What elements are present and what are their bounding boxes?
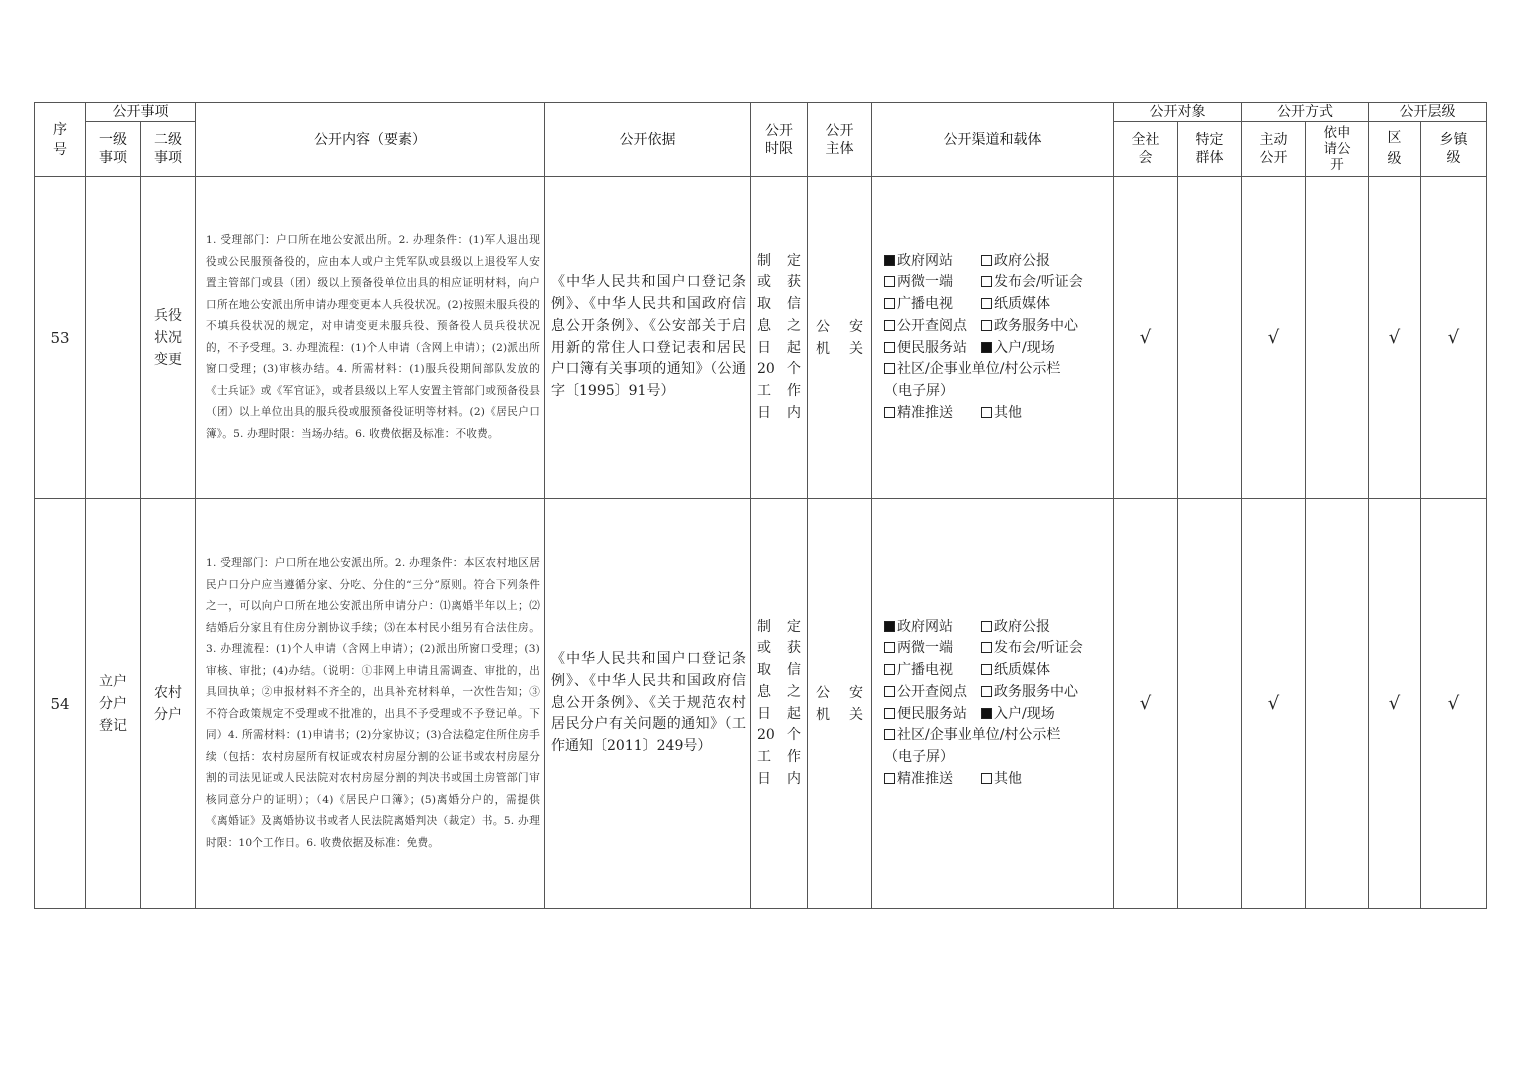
channel-label: 精准推送 [897,770,953,787]
channel-label: 公开查阅点 [897,317,967,334]
row-level1 [86,177,141,499]
channel-line [884,638,1113,660]
channel-item [884,381,954,403]
unchecked-box-icon [884,773,895,784]
unchecked-box-icon [981,407,992,418]
row-period [751,177,808,499]
unchecked-box-icon [981,320,992,331]
row-level2: 农村分户 [141,499,196,909]
channel-label: 广播电视 [897,662,953,679]
channel-item [884,251,981,273]
row-subject [808,177,872,499]
period-line: 日内 [757,770,801,787]
channel-line [884,251,1113,273]
period-line: 取信 [757,662,801,679]
channel-item [884,316,981,338]
channel-item [981,660,1050,682]
channel-line [884,769,1113,791]
header-method-active: 主动公开 [1242,122,1306,177]
channel-line [884,294,1113,316]
subject-line: 公安 [816,318,863,335]
channel-item [884,338,981,360]
unchecked-box-icon [981,664,992,675]
row-method-active: √ [1242,177,1306,499]
row-level-district: √ [1369,499,1421,909]
channel-label: 精准推送 [897,404,953,421]
row-basis: 《中华人民共和国户口登记条例》、《中华人民共和国政府信息公开条例》、《公安部关于启用新的常住人口登记表和居民户口簿有关事项的通知》（公通字〔1995〕91号） [545,177,751,499]
row-seq: 54 [35,499,86,909]
unchecked-box-icon [981,686,992,697]
channel-label: 发布会/听证会 [994,640,1083,657]
channel-label: 纸质媒体 [994,296,1050,313]
subject-line: 公安 [816,684,863,701]
checked-box-icon [884,621,895,632]
channel-item [981,251,1050,273]
header-level-town: 乡镇级 [1421,122,1487,177]
channel-label: 其他 [994,404,1022,421]
unchecked-box-icon [884,664,895,675]
channel-label: （电子屏） [884,382,954,399]
period-line: 息之 [757,683,801,700]
unchecked-box-icon [981,621,992,632]
row-audience-specific [1178,177,1242,499]
channel-item [884,294,981,316]
row-audience-all: √ [1114,177,1178,499]
row-channels [872,499,1114,909]
channel-label: 发布会/听证会 [994,274,1083,291]
row-seq: 53 [35,177,86,499]
channel-label: 两微一端 [897,274,953,291]
header-level: 公开层级 [1369,103,1487,122]
channel-item [981,403,1022,425]
row-level1: 立户分户登记 [86,499,141,909]
channel-line [884,338,1113,360]
header-audience: 公开对象 [1114,103,1242,122]
unchecked-box-icon [884,363,895,374]
unchecked-box-icon [884,298,895,309]
period-line: 20个 [757,727,801,744]
channel-item [981,704,1055,726]
channel-label: 其他 [994,770,1022,787]
header-basis: 公开依据 [545,103,751,177]
unchecked-box-icon [884,642,895,653]
channel-item [884,725,1060,747]
channel-item [981,617,1050,639]
channel-label: 便民服务站 [897,339,967,356]
channel-item [884,704,981,726]
period-line: 日起 [757,339,801,356]
subject-line: 机关 [816,340,863,357]
channel-line [884,403,1113,425]
header-level1: 一级事项 [86,122,141,177]
channel-label: 政府公报 [994,618,1050,635]
channel-label: 入户/现场 [994,339,1055,356]
unchecked-box-icon [981,298,992,309]
channel-label: 社区/企事业单位/村公示栏 [897,727,1061,744]
row-level-district: √ [1369,177,1421,499]
row-method-request [1306,177,1369,499]
period-line: 息之 [757,317,801,334]
period-line: 或获 [757,640,801,657]
period-line: 工作 [757,382,801,399]
channel-line [884,682,1113,704]
channel-label: 社区/企事业单位/村公示栏 [897,361,1061,378]
channel-label: 纸质媒体 [994,662,1050,679]
channel-line [884,381,1113,403]
row-method-active: √ [1242,499,1306,909]
period-line: 20个 [757,361,801,378]
channel-line [884,704,1113,726]
channel-item [981,682,1078,704]
period-line: 工作 [757,748,801,765]
channel-label: 政务服务中心 [994,683,1078,700]
header-channels: 公开渠道和载体 [872,103,1114,177]
channel-item [981,272,1083,294]
channel-line [884,747,1113,769]
channel-label: 政务服务中心 [994,317,1078,334]
period-line: 日起 [757,705,801,722]
channel-item [884,682,981,704]
channel-item [981,338,1055,360]
checked-box-icon [981,708,992,719]
unchecked-box-icon [884,342,895,353]
row-period [751,499,808,909]
header-method: 公开方式 [1242,103,1369,122]
row-subject [808,499,872,909]
period-line: 日内 [757,404,801,421]
channel-label: 政府网站 [897,252,953,269]
unchecked-box-icon [884,407,895,418]
channel-item [884,660,981,682]
row-channels [872,177,1114,499]
row-audience-specific [1178,499,1242,909]
header-period: 公开时限 [751,103,808,177]
channel-label: 广播电视 [897,296,953,313]
header-level-district: 区级 [1369,122,1421,177]
channel-line [884,359,1113,381]
unchecked-box-icon [884,708,895,719]
header-subject: 公开主体 [808,103,872,177]
channel-item [981,638,1083,660]
unchecked-box-icon [981,642,992,653]
unchecked-box-icon [884,729,895,740]
channel-item [884,403,981,425]
channel-label: 入户/现场 [994,705,1055,722]
channel-item [981,316,1078,338]
row-level-town: √ [1421,177,1487,499]
table-row [35,499,1487,909]
period-line: 制定 [757,252,801,269]
unchecked-box-icon [884,276,895,287]
channel-line [884,272,1113,294]
checked-box-icon [981,342,992,353]
channel-label: （电子屏） [884,748,954,765]
channel-label: 两微一端 [897,640,953,657]
period-line: 制定 [757,618,801,635]
channel-item [884,747,954,769]
unchecked-box-icon [981,773,992,784]
row-basis: 《中华人民共和国户口登记条例》、《中华人民共和国政府信息公开条例》、《关于规范农村居民分户有关问题的通知》（工作通知〔2011〕249号） [545,499,751,909]
row-method-request [1306,499,1369,909]
channel-line [884,660,1113,682]
header-seq: 序号 [35,103,86,177]
channel-item [884,769,981,791]
row-level-town: √ [1421,499,1487,909]
checked-box-icon [884,255,895,266]
header-audience-all: 全社会 [1114,122,1178,177]
table-row [35,177,1487,499]
channel-line [884,725,1113,747]
header-method-request: 依申请公开 [1306,122,1369,177]
row-audience-all: √ [1114,499,1178,909]
unchecked-box-icon [884,320,895,331]
period-line: 取信 [757,296,801,313]
unchecked-box-icon [981,276,992,287]
row-content: 1. 受理部门：户口所在地公安派出所。2. 办理条件：(1)军人退出现役或公民服预备役的，应由本人或户主凭军队或县级以上退役军人安置主管部门或县（团）级以上预备役单位出具的相应证明材料，向户口所在地公安派出所申请办理变更本人兵役状况。(2)按照未服兵役的不填兵役状况的规定，对申请变更未服兵役、预备役人员兵役状况的，不予受理。3. 办理流程：(1)个人申请（含网上申请）；(2)派出所窗口受理；(3)审核办结。4. 所需材料：(1)服兵役期间部队发放的《士兵证》或《军官证》，或者县级以上军人安置主管部门或预备役县（团）以上单位出具的服兵役或服预备役证明等材料。(2)《居民户口簿》。5. 办理时限：当场办结。6. 收费依据及标准：不收费。 [196,177,545,499]
channel-label: 政府公报 [994,252,1050,269]
channel-label: 政府网站 [897,618,953,635]
subject-line: 机关 [816,706,863,723]
channel-item [884,638,981,660]
header-matters: 公开事项 [86,103,196,122]
channel-label: 便民服务站 [897,705,967,722]
header-level2: 二级事项 [141,122,196,177]
channel-item [884,617,981,639]
channel-item [981,769,1022,791]
channel-item [884,359,1060,381]
unchecked-box-icon [981,255,992,266]
header-content: 公开内容（要素） [196,103,545,177]
header-audience-specific: 特定群体 [1178,122,1242,177]
channel-label: 公开查阅点 [897,683,967,700]
channel-line [884,617,1113,639]
row-level2: 兵役状况变更 [141,177,196,499]
row-content: 1. 受理部门：户口所在地公安派出所。2. 办理条件：本区农村地区居民户口分户应当遵循分家、分吃、分住的“三分”原则。符合下列条件之一，可以向户口所在地公安派出所申请分户：⑴离婚半年以上；⑵结婚后分家且有住房分割协议手续；⑶在本村民小组另有合法住房。3. 办理流程：(1)个人申请（含网上申请）；(2)派出所窗口受理；(3)审核、审批；(4)办结。（说明：①非网上申请且需调查、审批的，出具回执单；②申报材料不齐全的，出具补充材料单，一次性告知；③不符合政策规定不受理或不批准的，出具不予受理或不予登记单。下同）4. 所需材料：(1)申请书；(2)分家协议；(3)合法稳定住所住房手续（包括：农村房屋所有权证或农村房屋分割的公证书或农村房屋分割的司法见证或人民法院对农村房屋分割的判决书或国土房管部门审核同意分户的证明）；（4)《居民户口簿》；(5)离婚分户的，需提供《离婚证》及离婚协议书或者人民法院离婚判决（裁定）书。5. 办理时限：10个工作日。6. 收费依据及标准：免费。 [196,499,545,909]
unchecked-box-icon [884,686,895,697]
channel-line [884,316,1113,338]
channel-item [981,294,1050,316]
channel-item [884,272,981,294]
disclosure-table [34,102,1487,909]
period-line: 或获 [757,274,801,291]
